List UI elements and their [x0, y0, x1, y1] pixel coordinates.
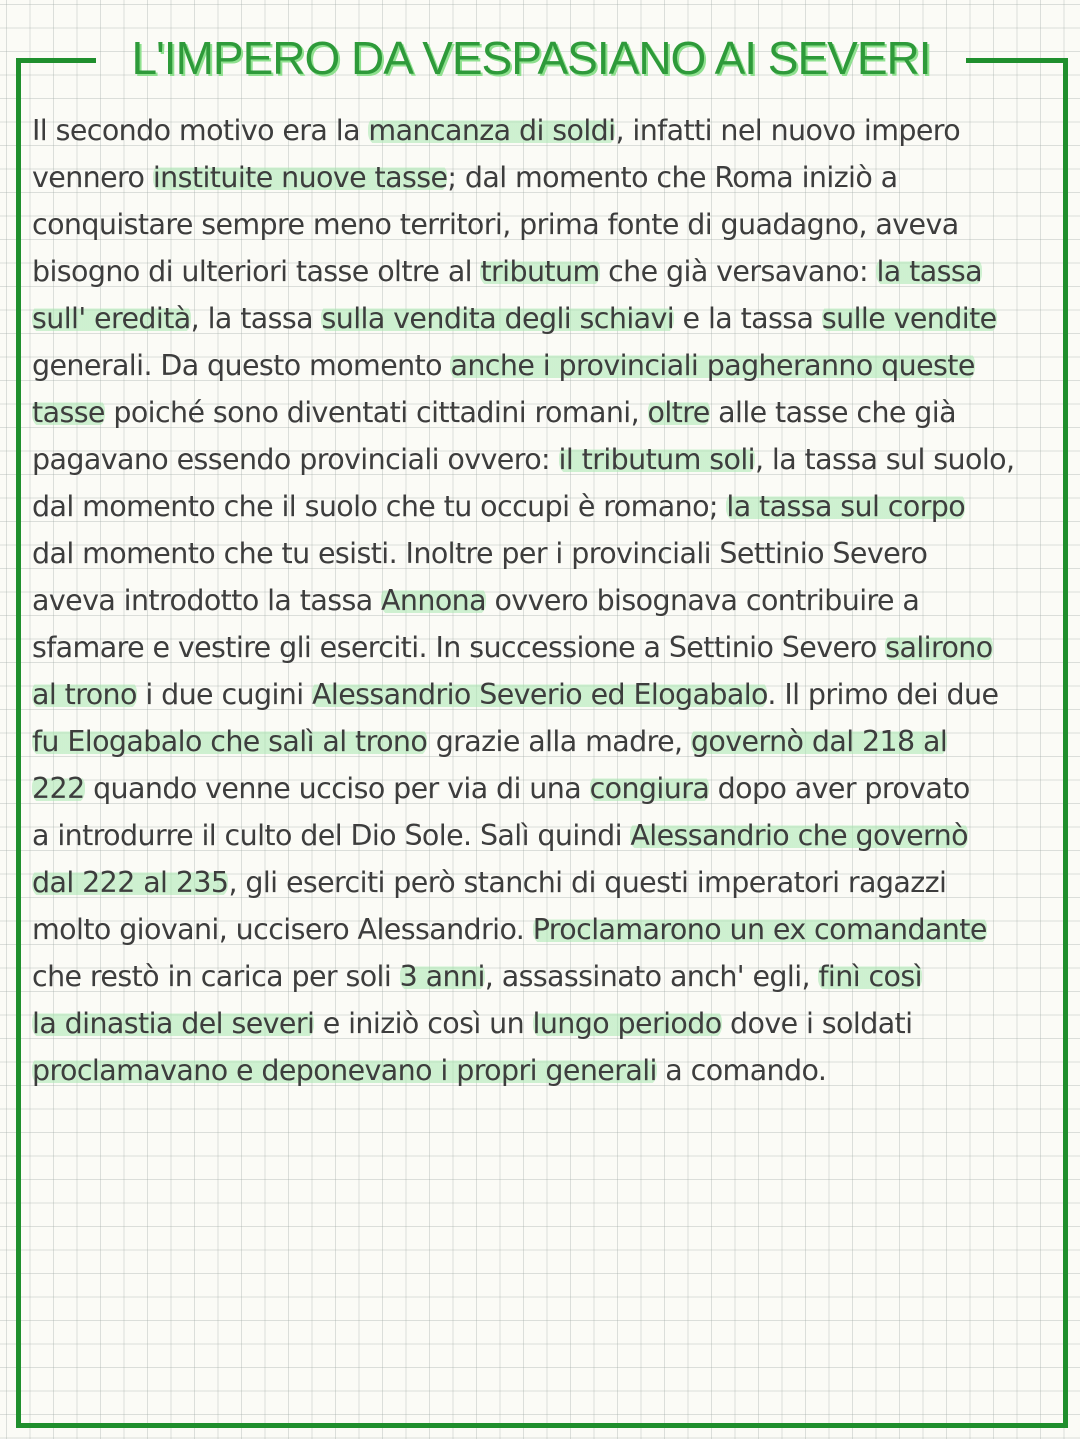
text-segment: , la tassa: [190, 302, 322, 335]
text-segment: e la tassa: [674, 302, 822, 335]
text-line: [32, 765, 1042, 812]
highlighted-text: instituite nuove tasse: [152, 161, 448, 194]
text-line: [32, 342, 1042, 389]
text-line: [32, 201, 1042, 248]
text-line: [32, 1000, 1042, 1047]
text-segment: bisogno di ulteriori tasse oltre al: [32, 255, 481, 288]
highlighted-text: sulla vendita degli schiavi: [321, 302, 675, 335]
highlighted-text: dal 222 al 235: [32, 866, 229, 899]
highlighted-text: la tassa sul corpo: [726, 490, 966, 523]
text-segment: dal momento che il suolo che tu occupi è romano;: [32, 490, 727, 523]
border-top-right-segment: [966, 58, 1068, 63]
text-segment: dove i soldati: [721, 1007, 913, 1040]
highlighted-text: anche i provinciali pagheranno queste: [450, 349, 975, 382]
text-segment: i due cugini: [136, 678, 313, 711]
highlighted-text: fu Elogabalo che salì al trono: [32, 725, 428, 758]
text-segment: aveva introdotto la tassa: [32, 584, 382, 617]
text-line: [32, 624, 1042, 671]
text-segment: grazie alla madre,: [427, 725, 691, 758]
highlighted-text: finì così: [818, 960, 922, 993]
text-segment: , la tassa sul suolo,: [754, 443, 1015, 476]
text-segment: . Il primo dei due: [767, 678, 999, 711]
text-line: [32, 718, 1042, 765]
highlighted-text: Annona: [381, 584, 487, 617]
highlighted-text: mancanza di soldi: [368, 114, 616, 147]
text-line: [32, 859, 1042, 906]
highlighted-text: congiura: [589, 772, 710, 805]
text-segment: , assassinato anch' egli,: [484, 960, 819, 993]
highlighted-text: lungo periodo: [532, 1007, 722, 1040]
highlighted-text: salirono: [885, 631, 993, 664]
highlighted-text: sull' eredità: [32, 302, 191, 335]
text-line: [32, 483, 1042, 530]
page-title: L'IMPERO DA VESPASIANO AI SEVERI: [131, 32, 931, 84]
highlighted-text: Alessandrio Severio ed Elogabalo: [312, 678, 768, 711]
text-segment: sfamare e vestire gli eserciti. In successione a Settinio Severo: [32, 631, 886, 664]
text-segment: che già versavano:: [599, 255, 877, 288]
text-line: [32, 389, 1042, 436]
text-segment: generali. Da questo momento: [32, 349, 451, 382]
text-line: [32, 906, 1042, 953]
text-segment: vennero: [32, 161, 153, 194]
text-segment: a introdurre il culto del Dio Sole. Salì quindi: [32, 819, 631, 852]
highlighted-text: oltre: [647, 396, 710, 429]
highlighted-text: tributum: [480, 255, 600, 288]
text-line: [32, 295, 1042, 342]
highlighted-text: governò dal 218 al: [690, 725, 948, 758]
text-segment: quando venne ucciso per via di una: [84, 772, 590, 805]
text-line: [32, 1047, 1042, 1094]
highlighted-text: tasse: [32, 396, 105, 429]
highlighted-text: 222: [32, 772, 85, 805]
highlighted-text: la dinastia del severi: [32, 1007, 315, 1040]
highlighted-text: al trono: [32, 678, 137, 711]
highlighted-text: 3 anni: [399, 960, 485, 993]
highlighted-text: sulle vendite: [821, 302, 997, 335]
text-segment: , infatti nel nuovo impero: [615, 114, 961, 147]
text-segment: ; dal momento che Roma iniziò a: [447, 161, 898, 194]
text-segment: ovvero bisognava contribuire a: [486, 584, 920, 617]
text-line: [32, 154, 1042, 201]
text-segment: molto giovani, uccisero Alessandrio.: [32, 913, 533, 946]
text-segment: Il secondo motivo era la: [32, 114, 369, 147]
text-segment: conquistare sempre meno territori, prima fonte di guadagno, aveva: [32, 208, 959, 241]
text-line: [32, 671, 1042, 718]
border-top-left-segment: [16, 58, 96, 63]
highlighted-text: proclamavano e deponevano i propri generali: [32, 1054, 657, 1087]
highlighted-text: il tributum soli: [558, 443, 755, 476]
text-line: [32, 577, 1042, 624]
text-segment: alle tasse che già: [709, 396, 956, 429]
text-segment: dal momento che tu esisti. Inoltre per i provinciali Settinio Severo: [32, 537, 928, 570]
text-segment: pagavano essendo provinciali ovvero:: [32, 443, 559, 476]
text-line: [32, 436, 1042, 483]
text-line: [32, 812, 1042, 859]
text-segment: , gli eserciti però stanchi di questi imperatori ragazzi: [228, 866, 947, 899]
text-segment: poiché sono diventati cittadini romani,: [104, 396, 648, 429]
text-line: [32, 107, 1042, 154]
notes-body: [32, 107, 1042, 1094]
text-segment: che restò in carica per soli: [32, 960, 400, 993]
text-segment: dopo aver provato: [709, 772, 970, 805]
highlighted-text: la tassa: [876, 255, 982, 288]
text-segment: e iniziò così un: [314, 1007, 533, 1040]
highlighted-text: Alessandrio che governò: [630, 819, 968, 852]
text-line: [32, 953, 1042, 1000]
text-line: [32, 248, 1042, 295]
text-segment: a comando.: [656, 1054, 827, 1087]
text-line: [32, 530, 1042, 577]
highlighted-text: Proclamarono un ex comandante: [532, 913, 987, 946]
